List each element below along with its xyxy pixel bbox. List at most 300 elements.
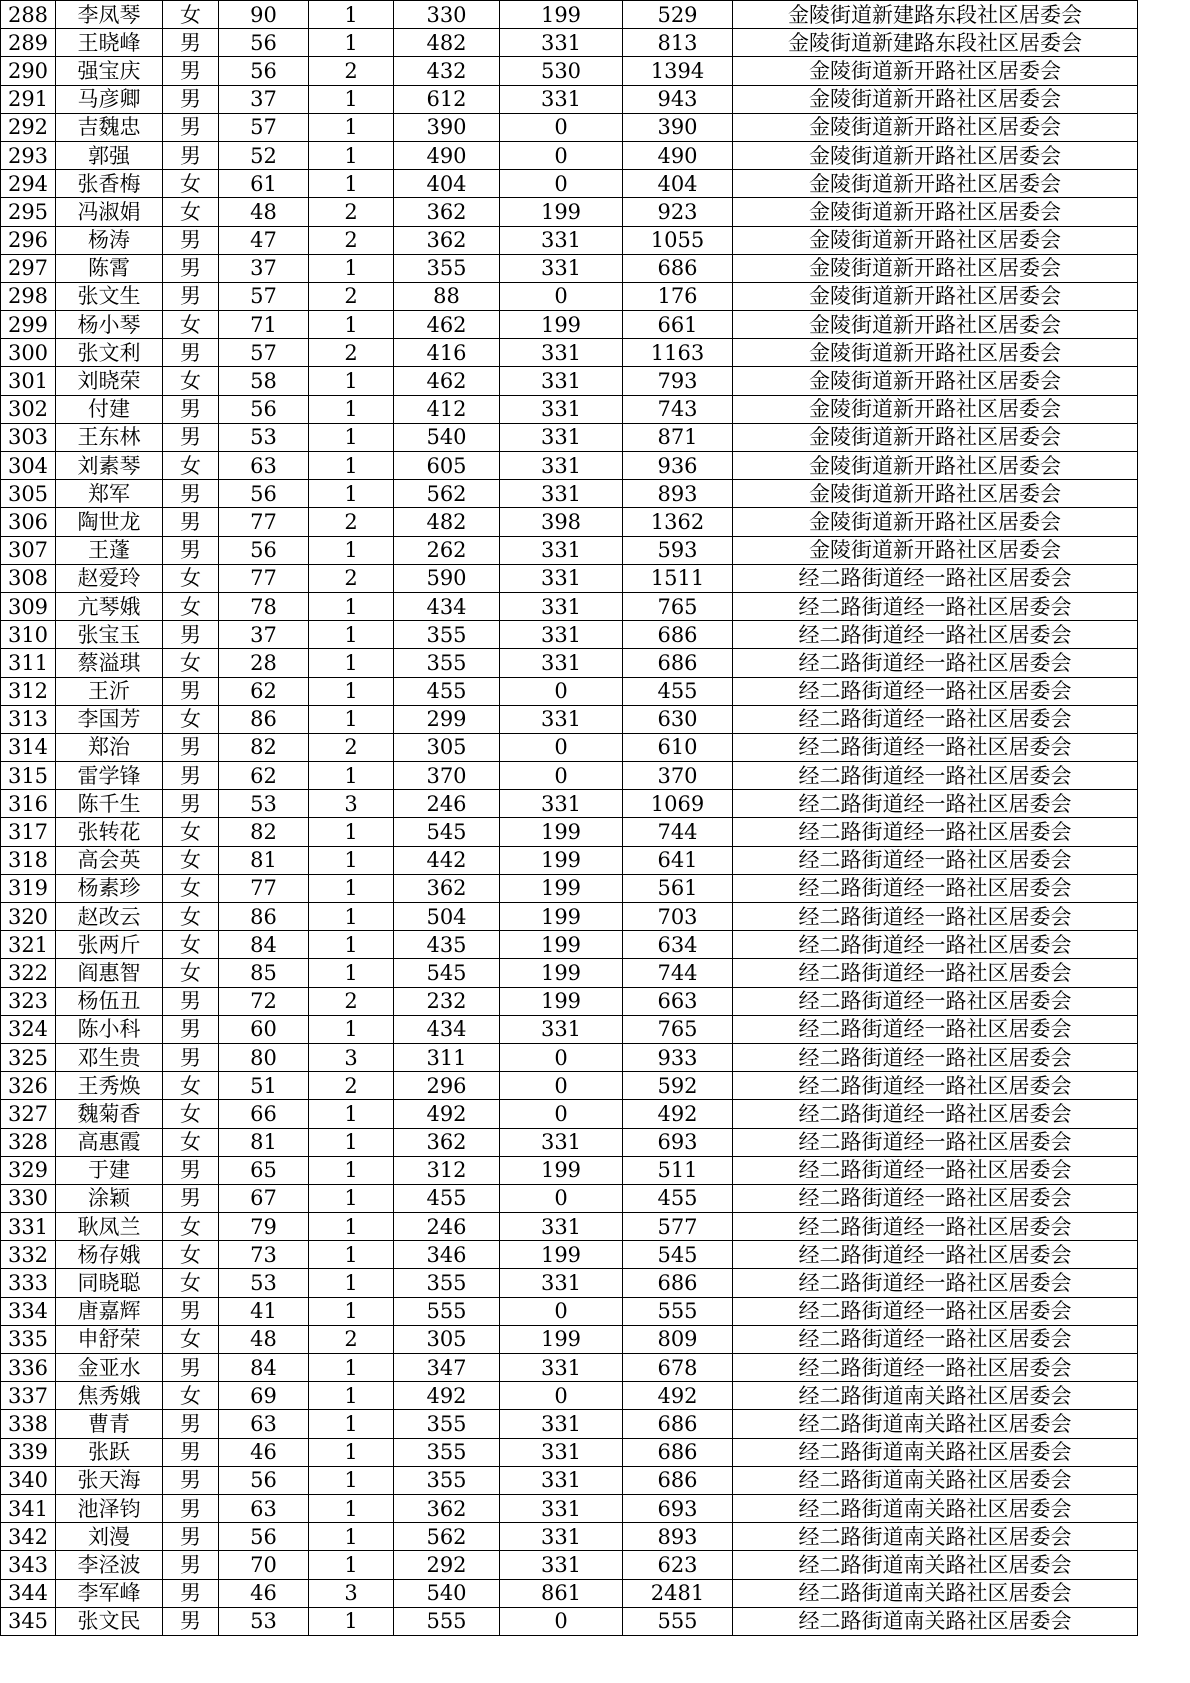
- cell-subsidy-amount-a: 262: [394, 536, 500, 564]
- cell-subsidy-amount-b: 331: [500, 85, 623, 113]
- cell-total-amount: 813: [623, 29, 733, 57]
- cell-community-name: 经二路街道南关路社区居委会: [733, 1607, 1138, 1635]
- cell-household-size: 1: [309, 1269, 394, 1297]
- cell-household-size: 1: [309, 1410, 394, 1438]
- cell-household-size: 1: [309, 141, 394, 169]
- cell-gender: 男: [163, 790, 219, 818]
- cell-total-amount: 529: [623, 1, 733, 29]
- cell-subsidy-amount-b: 861: [500, 1579, 623, 1607]
- table-row: [1, 508, 1138, 536]
- cell-name: 李泾波: [56, 1551, 163, 1579]
- cell-total-amount: 404: [623, 170, 733, 198]
- cell-name: 高惠霞: [56, 1128, 163, 1156]
- cell-gender: 男: [163, 113, 219, 141]
- cell-age: 67: [219, 1184, 309, 1212]
- cell-row-number: 333: [1, 1269, 56, 1297]
- cell-subsidy-amount-b: 331: [500, 649, 623, 677]
- cell-community-name: 经二路街道经一路社区居委会: [733, 1128, 1138, 1156]
- cell-row-number: 323: [1, 987, 56, 1015]
- cell-age: 37: [219, 254, 309, 282]
- cell-community-name: 金陵街道新开路社区居委会: [733, 311, 1138, 339]
- cell-total-amount: 686: [623, 1410, 733, 1438]
- cell-row-number: 291: [1, 85, 56, 113]
- cell-total-amount: 555: [623, 1607, 733, 1635]
- cell-age: 66: [219, 1100, 309, 1128]
- cell-gender: 女: [163, 1325, 219, 1353]
- cell-household-size: 1: [309, 452, 394, 480]
- cell-subsidy-amount-b: 331: [500, 1128, 623, 1156]
- cell-age: 70: [219, 1551, 309, 1579]
- cell-name: 张转花: [56, 818, 163, 846]
- cell-total-amount: 1055: [623, 226, 733, 254]
- cell-subsidy-amount-b: 331: [500, 592, 623, 620]
- cell-name: 张宝玉: [56, 621, 163, 649]
- cell-age: 62: [219, 762, 309, 790]
- cell-gender: 男: [163, 1043, 219, 1071]
- cell-household-size: 1: [309, 536, 394, 564]
- cell-total-amount: 686: [623, 1438, 733, 1466]
- cell-subsidy-amount-b: 0: [500, 762, 623, 790]
- cell-subsidy-amount-a: 88: [394, 282, 500, 310]
- cell-community-name: 经二路街道经一路社区居委会: [733, 1156, 1138, 1184]
- cell-total-amount: 686: [623, 1466, 733, 1494]
- cell-row-number: 338: [1, 1410, 56, 1438]
- cell-row-number: 308: [1, 564, 56, 592]
- cell-subsidy-amount-a: 311: [394, 1043, 500, 1071]
- cell-subsidy-amount-b: 199: [500, 874, 623, 902]
- cell-name: 曹青: [56, 1410, 163, 1438]
- cell-age: 63: [219, 1494, 309, 1522]
- cell-age: 77: [219, 564, 309, 592]
- cell-name: 焦秀娥: [56, 1382, 163, 1410]
- cell-household-size: 1: [309, 311, 394, 339]
- cell-total-amount: 630: [623, 705, 733, 733]
- cell-row-number: 330: [1, 1184, 56, 1212]
- cell-name: 李国芳: [56, 705, 163, 733]
- cell-subsidy-amount-a: 590: [394, 564, 500, 592]
- cell-subsidy-amount-a: 462: [394, 311, 500, 339]
- cell-name: 陈千生: [56, 790, 163, 818]
- cell-community-name: 经二路街道经一路社区居委会: [733, 1354, 1138, 1382]
- cell-gender: 男: [163, 1297, 219, 1325]
- cell-household-size: 1: [309, 1523, 394, 1551]
- cell-gender: 男: [163, 508, 219, 536]
- cell-gender: 男: [163, 1410, 219, 1438]
- table-row: [1, 1043, 1138, 1071]
- cell-community-name: 经二路街道经一路社区居委会: [733, 818, 1138, 846]
- cell-subsidy-amount-a: 442: [394, 846, 500, 874]
- cell-total-amount: 1394: [623, 57, 733, 85]
- cell-subsidy-amount-a: 355: [394, 1438, 500, 1466]
- cell-age: 86: [219, 903, 309, 931]
- cell-row-number: 295: [1, 198, 56, 226]
- cell-subsidy-amount-a: 362: [394, 1128, 500, 1156]
- cell-row-number: 335: [1, 1325, 56, 1353]
- cell-gender: 女: [163, 649, 219, 677]
- cell-subsidy-amount-a: 612: [394, 85, 500, 113]
- cell-age: 53: [219, 790, 309, 818]
- cell-row-number: 300: [1, 339, 56, 367]
- cell-household-size: 1: [309, 959, 394, 987]
- cell-total-amount: 893: [623, 480, 733, 508]
- cell-household-size: 2: [309, 198, 394, 226]
- table-row: [1, 141, 1138, 169]
- table-row: [1, 423, 1138, 451]
- cell-household-size: 3: [309, 1043, 394, 1071]
- cell-household-size: 1: [309, 677, 394, 705]
- table-row: [1, 564, 1138, 592]
- cell-subsidy-amount-b: 331: [500, 226, 623, 254]
- cell-household-size: 1: [309, 254, 394, 282]
- cell-community-name: 经二路街道经一路社区居委会: [733, 959, 1138, 987]
- cell-total-amount: 1362: [623, 508, 733, 536]
- cell-row-number: 307: [1, 536, 56, 564]
- cell-row-number: 328: [1, 1128, 56, 1156]
- cell-gender: 女: [163, 1382, 219, 1410]
- table-row: [1, 762, 1138, 790]
- cell-age: 60: [219, 1015, 309, 1043]
- cell-gender: 女: [163, 705, 219, 733]
- cell-subsidy-amount-b: 331: [500, 1213, 623, 1241]
- cell-row-number: 297: [1, 254, 56, 282]
- cell-age: 63: [219, 1410, 309, 1438]
- cell-subsidy-amount-b: 0: [500, 141, 623, 169]
- cell-gender: 男: [163, 141, 219, 169]
- table-row: [1, 1128, 1138, 1156]
- cell-household-size: 1: [309, 1184, 394, 1212]
- cell-subsidy-amount-a: 562: [394, 480, 500, 508]
- table-row: [1, 1100, 1138, 1128]
- cell-name: 陈小科: [56, 1015, 163, 1043]
- cell-household-size: 1: [309, 1100, 394, 1128]
- cell-age: 77: [219, 874, 309, 902]
- cell-subsidy-amount-b: 0: [500, 1100, 623, 1128]
- cell-community-name: 经二路街道经一路社区居委会: [733, 1241, 1138, 1269]
- cell-community-name: 金陵街道新开路社区居委会: [733, 254, 1138, 282]
- cell-name: 王秀焕: [56, 1072, 163, 1100]
- cell-community-name: 经二路街道经一路社区居委会: [733, 733, 1138, 761]
- cell-subsidy-amount-a: 305: [394, 1325, 500, 1353]
- cell-subsidy-amount-a: 555: [394, 1607, 500, 1635]
- cell-subsidy-amount-a: 246: [394, 790, 500, 818]
- cell-age: 84: [219, 1354, 309, 1382]
- table-row: [1, 1297, 1138, 1325]
- cell-community-name: 金陵街道新建路东段社区居委会: [733, 1, 1138, 29]
- table-row: [1, 1607, 1138, 1635]
- cell-gender: 男: [163, 85, 219, 113]
- cell-subsidy-amount-b: 331: [500, 621, 623, 649]
- cell-subsidy-amount-b: 199: [500, 311, 623, 339]
- cell-subsidy-amount-a: 370: [394, 762, 500, 790]
- cell-row-number: 322: [1, 959, 56, 987]
- table-row: [1, 1551, 1138, 1579]
- table-row: [1, 1410, 1138, 1438]
- cell-gender: 女: [163, 592, 219, 620]
- cell-age: 73: [219, 1241, 309, 1269]
- cell-community-name: 金陵街道新开路社区居委会: [733, 452, 1138, 480]
- cell-community-name: 经二路街道南关路社区居委会: [733, 1494, 1138, 1522]
- cell-household-size: 1: [309, 649, 394, 677]
- table-body: [1, 1, 1138, 1636]
- cell-household-size: 1: [309, 931, 394, 959]
- cell-subsidy-amount-a: 435: [394, 931, 500, 959]
- cell-household-size: 1: [309, 818, 394, 846]
- cell-community-name: 金陵街道新开路社区居委会: [733, 141, 1138, 169]
- cell-row-number: 337: [1, 1382, 56, 1410]
- cell-row-number: 314: [1, 733, 56, 761]
- cell-gender: 女: [163, 367, 219, 395]
- cell-total-amount: 490: [623, 141, 733, 169]
- cell-total-amount: 871: [623, 423, 733, 451]
- cell-row-number: 296: [1, 226, 56, 254]
- table-row: [1, 536, 1138, 564]
- cell-subsidy-amount-a: 299: [394, 705, 500, 733]
- table-row: [1, 846, 1138, 874]
- cell-subsidy-amount-b: 331: [500, 395, 623, 423]
- cell-row-number: 319: [1, 874, 56, 902]
- cell-age: 57: [219, 339, 309, 367]
- cell-gender: 女: [163, 1213, 219, 1241]
- cell-subsidy-amount-b: 0: [500, 677, 623, 705]
- cell-row-number: 321: [1, 931, 56, 959]
- cell-gender: 女: [163, 1128, 219, 1156]
- cell-total-amount: 455: [623, 1184, 733, 1212]
- cell-gender: 女: [163, 1100, 219, 1128]
- cell-total-amount: 893: [623, 1523, 733, 1551]
- cell-community-name: 金陵街道新建路东段社区居委会: [733, 29, 1138, 57]
- cell-subsidy-amount-b: 331: [500, 339, 623, 367]
- cell-household-size: 1: [309, 480, 394, 508]
- table-row: [1, 311, 1138, 339]
- cell-subsidy-amount-a: 355: [394, 621, 500, 649]
- cell-age: 37: [219, 621, 309, 649]
- cell-subsidy-amount-b: 0: [500, 1297, 623, 1325]
- cell-gender: 女: [163, 452, 219, 480]
- cell-subsidy-amount-a: 412: [394, 395, 500, 423]
- cell-subsidy-amount-b: 331: [500, 1438, 623, 1466]
- cell-total-amount: 176: [623, 282, 733, 310]
- cell-subsidy-amount-a: 555: [394, 1297, 500, 1325]
- cell-row-number: 345: [1, 1607, 56, 1635]
- cell-age: 47: [219, 226, 309, 254]
- cell-subsidy-amount-a: 455: [394, 677, 500, 705]
- cell-total-amount: 686: [623, 649, 733, 677]
- cell-age: 52: [219, 141, 309, 169]
- cell-row-number: 289: [1, 29, 56, 57]
- cell-subsidy-amount-b: 0: [500, 1072, 623, 1100]
- cell-age: 71: [219, 311, 309, 339]
- cell-name: 强宝庆: [56, 57, 163, 85]
- cell-subsidy-amount-a: 346: [394, 1241, 500, 1269]
- cell-total-amount: 809: [623, 1325, 733, 1353]
- cell-age: 53: [219, 1269, 309, 1297]
- cell-row-number: 315: [1, 762, 56, 790]
- cell-gender: 男: [163, 1494, 219, 1522]
- cell-community-name: 经二路街道经一路社区居委会: [733, 1043, 1138, 1071]
- cell-subsidy-amount-a: 305: [394, 733, 500, 761]
- cell-community-name: 经二路街道经一路社区居委会: [733, 564, 1138, 592]
- cell-row-number: 306: [1, 508, 56, 536]
- table-row: [1, 931, 1138, 959]
- cell-total-amount: 1069: [623, 790, 733, 818]
- cell-household-size: 3: [309, 1579, 394, 1607]
- cell-household-size: 2: [309, 339, 394, 367]
- table-row: [1, 987, 1138, 1015]
- cell-subsidy-amount-a: 434: [394, 1015, 500, 1043]
- cell-row-number: 293: [1, 141, 56, 169]
- cell-total-amount: 610: [623, 733, 733, 761]
- cell-community-name: 经二路街道经一路社区居委会: [733, 987, 1138, 1015]
- cell-community-name: 金陵街道新开路社区居委会: [733, 113, 1138, 141]
- cell-subsidy-amount-a: 404: [394, 170, 500, 198]
- cell-subsidy-amount-a: 482: [394, 508, 500, 536]
- cell-gender: 女: [163, 1241, 219, 1269]
- table-row: [1, 649, 1138, 677]
- cell-name: 刘漫: [56, 1523, 163, 1551]
- cell-age: 85: [219, 959, 309, 987]
- cell-gender: 男: [163, 1156, 219, 1184]
- cell-subsidy-amount-a: 246: [394, 1213, 500, 1241]
- cell-total-amount: 686: [623, 254, 733, 282]
- cell-gender: 男: [163, 480, 219, 508]
- cell-household-size: 2: [309, 564, 394, 592]
- cell-household-size: 2: [309, 57, 394, 85]
- table-row: [1, 874, 1138, 902]
- cell-community-name: 经二路街道经一路社区居委会: [733, 931, 1138, 959]
- cell-household-size: 1: [309, 621, 394, 649]
- cell-name: 唐嘉辉: [56, 1297, 163, 1325]
- cell-gender: 女: [163, 874, 219, 902]
- cell-community-name: 经二路街道经一路社区居委会: [733, 1269, 1138, 1297]
- cell-total-amount: 593: [623, 536, 733, 564]
- cell-subsidy-amount-a: 347: [394, 1354, 500, 1382]
- cell-name: 张香梅: [56, 170, 163, 198]
- cell-household-size: 2: [309, 733, 394, 761]
- table-row: [1, 282, 1138, 310]
- cell-row-number: 343: [1, 1551, 56, 1579]
- table-row: [1, 226, 1138, 254]
- cell-gender: 男: [163, 226, 219, 254]
- cell-name: 高会英: [56, 846, 163, 874]
- cell-subsidy-amount-a: 432: [394, 57, 500, 85]
- cell-community-name: 金陵街道新开路社区居委会: [733, 395, 1138, 423]
- cell-age: 61: [219, 170, 309, 198]
- cell-gender: 女: [163, 1, 219, 29]
- cell-name: 刘晓荣: [56, 367, 163, 395]
- cell-name: 张两斤: [56, 931, 163, 959]
- cell-subsidy-amount-b: 331: [500, 536, 623, 564]
- cell-subsidy-amount-a: 462: [394, 367, 500, 395]
- cell-subsidy-amount-a: 482: [394, 29, 500, 57]
- cell-row-number: 318: [1, 846, 56, 874]
- cell-subsidy-amount-b: 199: [500, 959, 623, 987]
- cell-household-size: 1: [309, 85, 394, 113]
- table-row: [1, 198, 1138, 226]
- cell-row-number: 309: [1, 592, 56, 620]
- table-row: [1, 592, 1138, 620]
- cell-row-number: 334: [1, 1297, 56, 1325]
- cell-subsidy-amount-a: 362: [394, 874, 500, 902]
- cell-household-size: 1: [309, 1438, 394, 1466]
- cell-subsidy-amount-b: 331: [500, 367, 623, 395]
- cell-name: 池泽钧: [56, 1494, 163, 1522]
- cell-row-number: 341: [1, 1494, 56, 1522]
- cell-row-number: 324: [1, 1015, 56, 1043]
- cell-subsidy-amount-b: 0: [500, 282, 623, 310]
- cell-name: 邓生贵: [56, 1043, 163, 1071]
- cell-name: 王东林: [56, 423, 163, 451]
- cell-age: 81: [219, 846, 309, 874]
- cell-household-size: 2: [309, 1072, 394, 1100]
- table-row: [1, 903, 1138, 931]
- cell-total-amount: 693: [623, 1494, 733, 1522]
- table-row: [1, 818, 1138, 846]
- cell-subsidy-amount-b: 331: [500, 480, 623, 508]
- cell-row-number: 326: [1, 1072, 56, 1100]
- cell-name: 吉魏忠: [56, 113, 163, 141]
- cell-subsidy-amount-a: 490: [394, 141, 500, 169]
- cell-age: 62: [219, 677, 309, 705]
- table-row: [1, 705, 1138, 733]
- cell-age: 57: [219, 282, 309, 310]
- cell-row-number: 302: [1, 395, 56, 423]
- cell-community-name: 经二路街道经一路社区居委会: [733, 1072, 1138, 1100]
- cell-household-size: 1: [309, 170, 394, 198]
- cell-subsidy-amount-a: 232: [394, 987, 500, 1015]
- cell-community-name: 金陵街道新开路社区居委会: [733, 339, 1138, 367]
- cell-total-amount: 2481: [623, 1579, 733, 1607]
- cell-row-number: 304: [1, 452, 56, 480]
- cell-gender: 男: [163, 677, 219, 705]
- cell-household-size: 1: [309, 1382, 394, 1410]
- cell-subsidy-amount-b: 331: [500, 705, 623, 733]
- cell-age: 56: [219, 395, 309, 423]
- cell-subsidy-amount-b: 331: [500, 254, 623, 282]
- cell-total-amount: 492: [623, 1382, 733, 1410]
- cell-gender: 男: [163, 1354, 219, 1382]
- cell-subsidy-amount-a: 355: [394, 1410, 500, 1438]
- cell-age: 53: [219, 423, 309, 451]
- cell-age: 46: [219, 1579, 309, 1607]
- cell-gender: 男: [163, 621, 219, 649]
- cell-name: 郑治: [56, 733, 163, 761]
- table-row: [1, 170, 1138, 198]
- cell-community-name: 经二路街道经一路社区居委会: [733, 846, 1138, 874]
- table-row: [1, 85, 1138, 113]
- cell-row-number: 336: [1, 1354, 56, 1382]
- cell-age: 86: [219, 705, 309, 733]
- cell-subsidy-amount-b: 0: [500, 113, 623, 141]
- cell-community-name: 经二路街道经一路社区居委会: [733, 677, 1138, 705]
- cell-household-size: 1: [309, 1607, 394, 1635]
- cell-community-name: 经二路街道南关路社区居委会: [733, 1382, 1138, 1410]
- cell-row-number: 292: [1, 113, 56, 141]
- table-row: [1, 1269, 1138, 1297]
- cell-total-amount: 492: [623, 1100, 733, 1128]
- cell-subsidy-amount-a: 355: [394, 1269, 500, 1297]
- cell-gender: 男: [163, 395, 219, 423]
- cell-gender: 女: [163, 1269, 219, 1297]
- cell-subsidy-amount-b: 331: [500, 1269, 623, 1297]
- cell-gender: 男: [163, 536, 219, 564]
- cell-name: 王沂: [56, 677, 163, 705]
- cell-subsidy-amount-a: 312: [394, 1156, 500, 1184]
- cell-age: 28: [219, 649, 309, 677]
- table-row: [1, 1494, 1138, 1522]
- table-row: [1, 1579, 1138, 1607]
- cell-household-size: 3: [309, 790, 394, 818]
- cell-total-amount: 663: [623, 987, 733, 1015]
